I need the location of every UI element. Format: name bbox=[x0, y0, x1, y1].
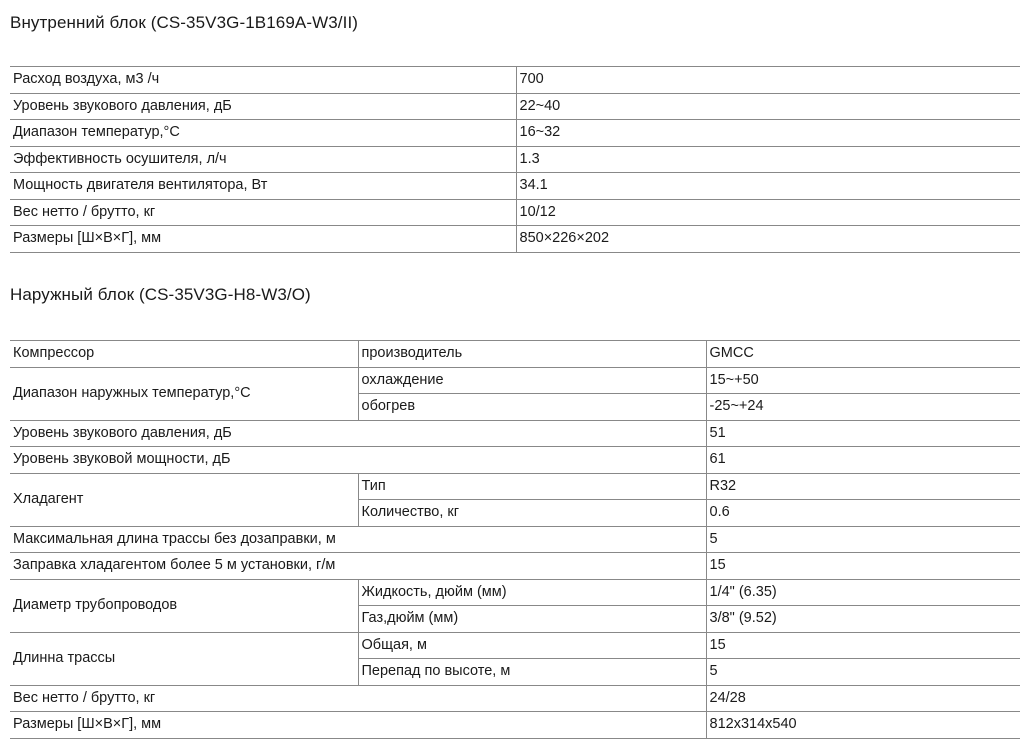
table-row bbox=[10, 173, 1020, 200]
table-row bbox=[10, 579, 1020, 606]
spec-value: 15 bbox=[706, 632, 1020, 659]
spec-label: Мощность двигателя вентилятора, Вт bbox=[10, 173, 516, 200]
table-row bbox=[10, 553, 1020, 580]
table-row bbox=[10, 712, 1020, 739]
table-row bbox=[10, 199, 1020, 226]
indoor-unit-title: Внутренний блок (CS-35V3G-1B169A-W3/II) bbox=[10, 13, 359, 32]
spec-sublabel: Газ,дюйм (мм) bbox=[358, 606, 706, 633]
spec-label: Хладагент bbox=[10, 473, 358, 526]
spec-label: Длинна трассы bbox=[10, 632, 358, 685]
table-row bbox=[10, 632, 1020, 659]
indoor-specs-table bbox=[10, 66, 1020, 253]
spec-label: Эффективность осушителя, л/ч bbox=[10, 146, 516, 173]
spec-value: 3/8" (9.52) bbox=[706, 606, 1020, 633]
table-row bbox=[10, 526, 1020, 553]
spec-value: -25~+24 bbox=[706, 394, 1020, 421]
spec-sublabel: Перепад по высоте, м bbox=[358, 659, 706, 686]
spec-label: Диаметр трубопроводов bbox=[10, 579, 358, 632]
spec-value: 0.6 bbox=[706, 500, 1020, 527]
spec-value: 1/4" (6.35) bbox=[706, 579, 1020, 606]
table-row bbox=[10, 93, 1020, 120]
spec-sublabel: обогрев bbox=[358, 394, 706, 421]
table-row bbox=[10, 120, 1020, 147]
spec-value: 1.3 bbox=[516, 146, 1020, 173]
spec-label: Уровень звукового давления, дБ bbox=[10, 93, 516, 120]
spec-sublabel: Общая, м bbox=[358, 632, 706, 659]
spec-value: 5 bbox=[706, 659, 1020, 686]
spec-value: 812x314x540 bbox=[706, 712, 1020, 739]
outdoor-specs-table bbox=[10, 340, 1020, 739]
table-row bbox=[10, 67, 1020, 94]
table-row bbox=[10, 146, 1020, 173]
spec-sublabel: Жидкость, дюйм (мм) bbox=[358, 579, 706, 606]
table-row bbox=[10, 473, 1020, 500]
table-row bbox=[10, 226, 1020, 253]
spec-label: Вес нетто / брутто, кг bbox=[10, 685, 706, 712]
spec-value: 15~+50 bbox=[706, 367, 1020, 394]
spec-label: Уровень звукового давления, дБ bbox=[10, 420, 706, 447]
table-row bbox=[10, 420, 1020, 447]
spec-value: 61 bbox=[706, 447, 1020, 474]
spec-value: 10/12 bbox=[516, 199, 1020, 226]
spec-label: Уровень звуковой мощности, дБ bbox=[10, 447, 706, 474]
table-row bbox=[10, 447, 1020, 474]
spec-value: 700 bbox=[516, 67, 1020, 94]
spec-value: 34.1 bbox=[516, 173, 1020, 200]
spec-value: 5 bbox=[706, 526, 1020, 553]
spec-value: 24/28 bbox=[706, 685, 1020, 712]
table-row bbox=[10, 685, 1020, 712]
spec-value: 850×226×202 bbox=[516, 226, 1020, 253]
spec-label: Максимальная длина трассы без дозаправки, м bbox=[10, 526, 706, 553]
spec-label: Диапазон температур,°С bbox=[10, 120, 516, 147]
spec-value: R32 bbox=[706, 473, 1020, 500]
spec-sublabel: охлаждение bbox=[358, 367, 706, 394]
table-row bbox=[10, 367, 1020, 394]
spec-sublabel: Тип bbox=[358, 473, 706, 500]
outdoor-unit-title: Наружный блок (CS-35V3G-H8-W3/O) bbox=[10, 285, 311, 304]
spec-sublabel: Количество, кг bbox=[358, 500, 706, 527]
spec-label: Вес нетто / брутто, кг bbox=[10, 199, 516, 226]
spec-label: Размеры [Ш×В×Г], мм bbox=[10, 226, 516, 253]
spec-value: 15 bbox=[706, 553, 1020, 580]
spec-value: GMCC bbox=[706, 341, 1020, 368]
spec-value: 16~32 bbox=[516, 120, 1020, 147]
spec-label: Заправка хладагентом более 5 м установки, г/м bbox=[10, 553, 706, 580]
table-row bbox=[10, 341, 1020, 368]
spec-value: 22~40 bbox=[516, 93, 1020, 120]
spec-value: 51 bbox=[706, 420, 1020, 447]
spec-sublabel: производитель bbox=[358, 341, 706, 368]
spec-label: Расход воздуха, м3 /ч bbox=[10, 67, 516, 94]
spec-label: Размеры [Ш×В×Г], мм bbox=[10, 712, 706, 739]
spec-label: Компрессор bbox=[10, 341, 358, 368]
spec-label: Диапазон наружных температур,°С bbox=[10, 367, 358, 420]
